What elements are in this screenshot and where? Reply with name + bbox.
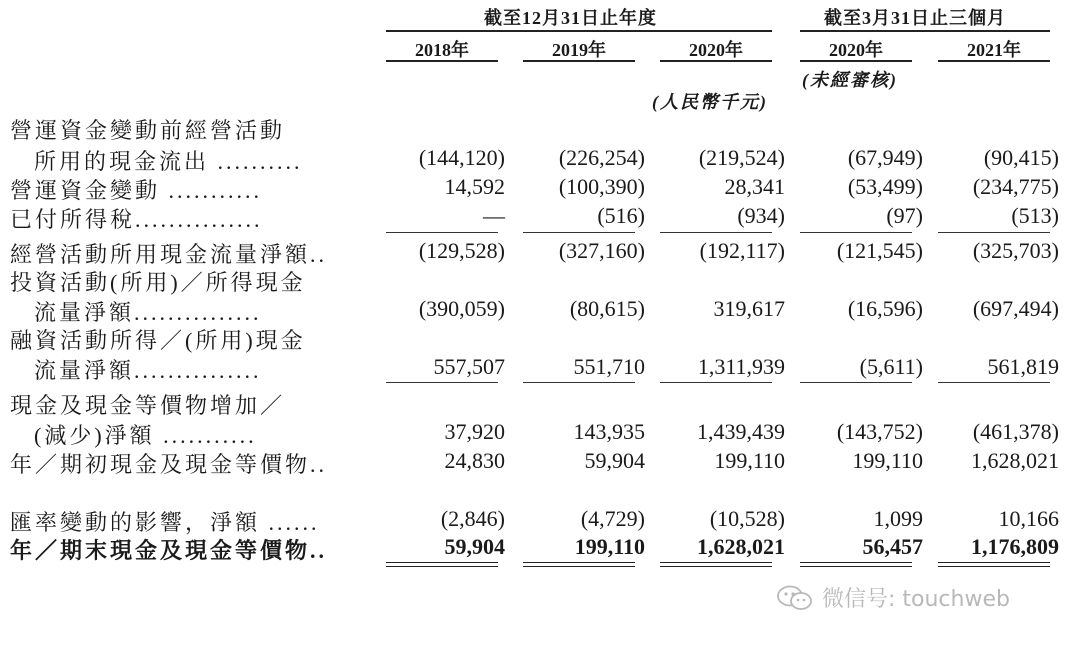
year-2018: 2018年: [415, 40, 469, 60]
cell-r8-c2: 59,904: [584, 448, 645, 473]
subtotal-rule-4: [800, 232, 912, 233]
cell-r7-c1: 37,920: [444, 419, 505, 444]
row-label-5b: 流量淨額...............: [34, 300, 262, 325]
total-double-rule-5: [938, 562, 1050, 567]
cell-r6-c5: 561,819: [987, 354, 1059, 379]
cell-r10-c2: 199,110: [574, 534, 645, 559]
subtotal2-rule-5: [938, 382, 1050, 383]
cell-r1-c5: (90,415): [983, 145, 1059, 170]
row-label-4: 經營活動所用現金流量淨額..: [10, 242, 328, 267]
year-2020-quarter: 2020年: [829, 40, 883, 60]
cell-r5-c3: 319,617: [713, 296, 785, 321]
row-label-6b: 流量淨額...............: [34, 358, 262, 383]
cell-r7-c2: 143,935: [573, 419, 645, 444]
cell-r10-c3: 1,628,021: [697, 534, 785, 559]
period-quarter-header: 截至3月31日止三個月: [824, 8, 1006, 28]
subtotal2-rule-2: [523, 382, 635, 383]
cell-r1-c3: (219,524): [698, 145, 785, 170]
total-double-rule-3: [660, 562, 772, 567]
total-double-rule-1: [386, 562, 498, 567]
cell-r5-c2: (80,615): [569, 296, 645, 321]
cell-r3-c1: —: [483, 203, 505, 228]
cell-r3-c3: (934): [737, 203, 785, 228]
cell-r4-c2: (327,160): [558, 238, 645, 263]
cell-r9-c4: 1,099: [873, 506, 923, 531]
annual-header-rule: [386, 30, 772, 32]
year-2019: 2019年: [552, 40, 606, 60]
subtotal2-rule-4: [800, 382, 912, 383]
row-label-7a: 現金及現金等價物增加／: [10, 393, 286, 418]
cell-r1-c1: (144,120): [418, 145, 505, 170]
subtotal-rule-2: [523, 232, 635, 233]
cell-r3-c2: (516): [597, 203, 645, 228]
row-label-6a: 融資活動所得／(所用)現金: [10, 328, 306, 353]
cell-r2-c4: (53,499): [847, 174, 923, 199]
row-label-2: 營運資金變動 ...........: [10, 178, 263, 203]
unaudited-note: (未經審核): [802, 70, 898, 90]
cell-r2-c2: (100,390): [558, 174, 645, 199]
cell-r5-c1: (390,059): [418, 296, 505, 321]
wechat-icon: [776, 584, 814, 612]
cell-r1-c4: (67,949): [847, 145, 923, 170]
cell-r5-c4: (16,596): [847, 296, 923, 321]
cell-r4-c3: (192,117): [699, 238, 785, 263]
cell-r9-c2: (4,729): [580, 506, 645, 531]
subtotal2-rule-3: [660, 382, 772, 383]
year-2021-quarter: 2021年: [967, 40, 1021, 60]
cell-r4-c5: (325,703): [972, 238, 1059, 263]
row-label-8: 年／期初現金及現金等價物..: [10, 452, 328, 477]
year-rule-2021q: [938, 60, 1050, 62]
cell-r6-c1: 557,507: [433, 354, 505, 379]
watermark: [776, 582, 1010, 613]
cell-r10-c4: 56,457: [862, 534, 923, 559]
total-double-rule-4: [800, 562, 912, 567]
year-rule-2019: [523, 60, 635, 62]
cell-r2-c3: 28,341: [724, 174, 785, 199]
cell-r6-c4: (5,611): [859, 354, 923, 379]
cell-r5-c5: (697,494): [972, 296, 1059, 321]
cell-r4-c1: (129,528): [418, 238, 505, 263]
watermark-text: 微信号: touchweb: [822, 587, 1010, 612]
cell-r10-c5: 1,176,809: [971, 534, 1059, 559]
cell-r4-c4: (121,545): [836, 238, 923, 263]
cell-r8-c1: 24,830: [444, 448, 505, 473]
subtotal-rule-1: [386, 232, 498, 233]
cell-r9-c5: 10,166: [998, 506, 1059, 531]
quarter-header-rule: [800, 30, 1050, 32]
row-label-1b: 所用的現金流出 ..........: [34, 149, 303, 174]
cell-r8-c4: 199,110: [852, 448, 923, 473]
total-double-rule-2: [523, 562, 635, 567]
row-label-1a: 營運資金變動前經營活動: [10, 118, 286, 143]
cell-r3-c4: (97): [886, 203, 923, 228]
cell-r8-c3: 199,110: [714, 448, 785, 473]
row-label-5a: 投資活動(所用)／所得現金: [10, 270, 306, 295]
cell-r7-c5: (461,378): [972, 419, 1059, 444]
subtotal-rule-5: [938, 232, 1050, 233]
cell-r9-c3: (10,528): [709, 506, 785, 531]
cell-r3-c5: (513): [1011, 203, 1059, 228]
cell-r2-c1: 14,592: [444, 174, 505, 199]
subtotal-rule-3: [660, 232, 772, 233]
cell-r6-c2: 551,710: [573, 354, 645, 379]
year-rule-2020q: [800, 60, 912, 62]
row-label-9: 匯率變動的影響，淨額 ......: [10, 510, 320, 535]
cell-r7-c4: (143,752): [836, 419, 923, 444]
year-2020-annual: 2020年: [689, 40, 743, 60]
currency-note: (人民幣千元): [652, 92, 768, 112]
subtotal2-rule-1: [386, 382, 498, 383]
cell-r1-c2: (226,254): [558, 145, 645, 170]
cell-r2-c5: (234,775): [972, 174, 1059, 199]
row-label-7b: (減少)淨額 ...........: [34, 423, 257, 448]
row-label-10: 年／期末現金及現金等價物..: [10, 538, 328, 563]
cell-r9-c1: (2,846): [440, 506, 505, 531]
year-rule-2020: [660, 60, 772, 62]
period-annual-header: 截至12月31日止年度: [484, 8, 657, 28]
cell-r7-c3: 1,439,439: [697, 419, 785, 444]
year-rule-2018: [386, 60, 498, 62]
cell-r6-c3: 1,311,939: [697, 354, 785, 379]
cell-r8-c5: 1,628,021: [971, 448, 1059, 473]
cell-r10-c1: 59,904: [444, 534, 505, 559]
row-label-3: 已付所得稅...............: [10, 207, 263, 232]
